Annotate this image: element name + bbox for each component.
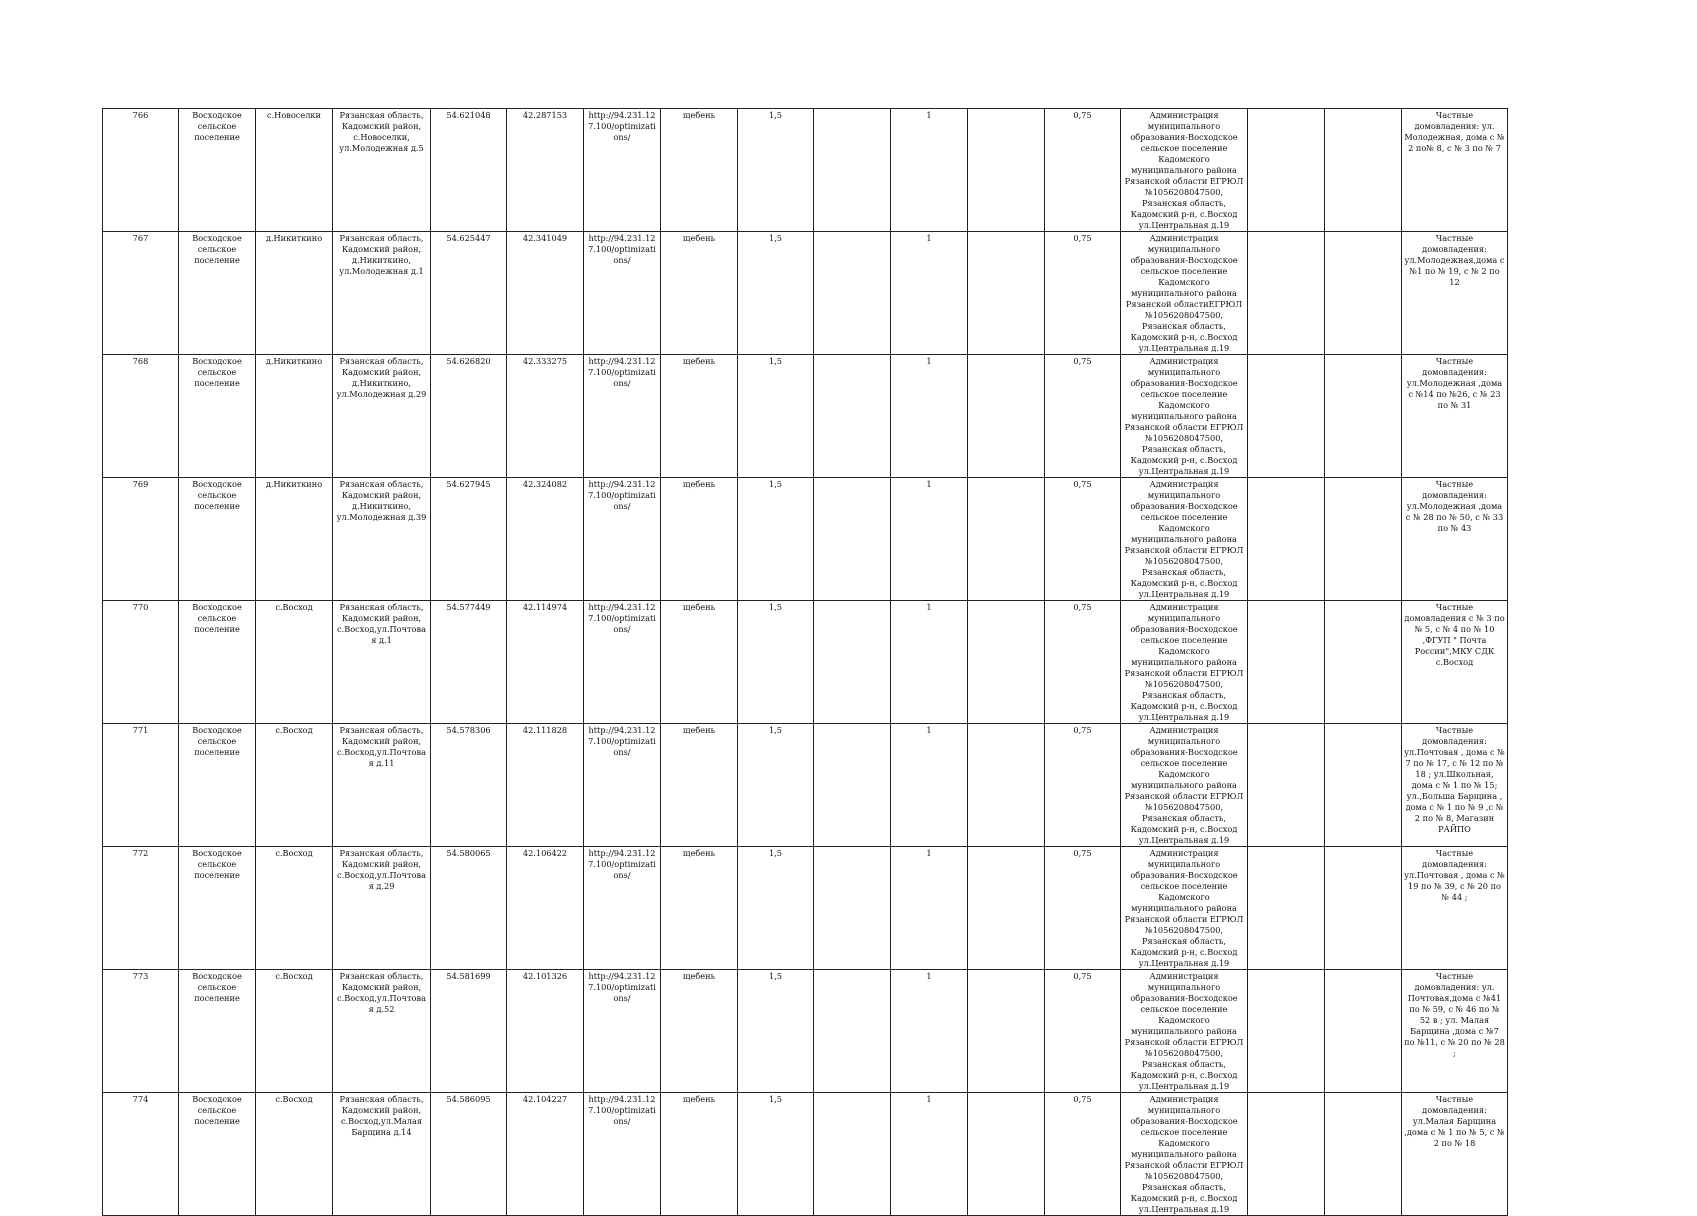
- area-cell: 1,5: [738, 970, 814, 1093]
- address-cell: Рязанская область, Кадомский район, д.Никиткино, ул.Молодежная д.39: [333, 478, 431, 601]
- owner-cell: Администрация муниципального образования-Восходское сельское поселение Кадомского муниципального района Рязанской области ЕГРЮЛ №1056208047500, Рязанская область, Кадомский р-н, с.Восход ул.Центральная д.19: [1121, 970, 1248, 1093]
- address-cell: Рязанская область, Кадомский район, д.Никиткино, ул.Молодежная д.1: [333, 232, 431, 355]
- row-number-cell: 774: [103, 1093, 179, 1216]
- longitude-cell: 42.114974: [507, 601, 584, 724]
- settlement-cell: Восходское сельское поселение: [179, 109, 256, 232]
- locality-cell: д.Никиткино: [256, 478, 333, 601]
- map-link-cell: http://94.231.127.100/optimizations/: [584, 478, 661, 601]
- settlement-cell: Восходское сельское поселение: [179, 601, 256, 724]
- container-volume-cell: 0,75: [1045, 232, 1121, 355]
- map-link-cell: http://94.231.127.100/optimizations/: [584, 724, 661, 847]
- waste-sources-cell: Частные домовладения: ул.Почтовая , дома с № 19 по № 39, с № 20 по № 44 ;: [1402, 847, 1508, 970]
- settlement-cell: Восходское сельское поселение: [179, 478, 256, 601]
- empty-cell: [814, 109, 891, 232]
- owner-cell: Администрация муниципального образования-Восходское сельское поселение Кадомского муниципального района Рязанской области ЕГРЮЛ №1056208047500, Рязанская область, Кадомский р-н, с.Восход ул.Центральная д.19: [1121, 1093, 1248, 1216]
- latitude-cell: 54.578306: [431, 724, 507, 847]
- table-row: [103, 232, 1508, 355]
- table-row: [103, 724, 1508, 847]
- locality-cell: с.Восход: [256, 601, 333, 724]
- empty-cell: [968, 847, 1045, 970]
- container-volume-cell: 0,75: [1045, 601, 1121, 724]
- container-count-cell: 1: [891, 847, 968, 970]
- container-count-cell: 1: [891, 601, 968, 724]
- area-cell: 1,5: [738, 109, 814, 232]
- area-cell: 1,5: [738, 1093, 814, 1216]
- waste-sources-cell: Частные домовладения: ул.Молодежная,дома с №1 по № 19, с № 2 по 12: [1402, 232, 1508, 355]
- latitude-cell: 54.625447: [431, 232, 507, 355]
- settlement-cell: Восходское сельское поселение: [179, 232, 256, 355]
- empty-cell: [968, 724, 1045, 847]
- empty-cell: [1248, 232, 1325, 355]
- surface-type-cell: щебень: [661, 1093, 738, 1216]
- area-cell: 1,5: [738, 601, 814, 724]
- container-volume-cell: 0,75: [1045, 478, 1121, 601]
- table-row: [103, 109, 1508, 232]
- container-volume-cell: 0,75: [1045, 109, 1121, 232]
- waste-sources-cell: Частные домовладения: ул.Почтовая , дома с № 7 по № 17, с № 12 по № 18 ; ул.Школьная, дома с № 1 по № 15; ул.,Больша Барщина , дома с № 1 по № 9 ,с № 2 по № 8, Магазин РАЙПО: [1402, 724, 1508, 847]
- row-number-cell: 773: [103, 970, 179, 1093]
- surface-type-cell: щебень: [661, 478, 738, 601]
- longitude-cell: 42.101326: [507, 970, 584, 1093]
- empty-cell: [1325, 724, 1402, 847]
- row-number-cell: 767: [103, 232, 179, 355]
- empty-cell: [1325, 109, 1402, 232]
- container-count-cell: 1: [891, 232, 968, 355]
- waste-sources-cell: Частные домовладения: ул. Молодежная, дома с № 2 по№ 8, с № 3 по № 7: [1402, 109, 1508, 232]
- locality-cell: д.Никиткино: [256, 355, 333, 478]
- empty-cell: [968, 355, 1045, 478]
- row-number-cell: 769: [103, 478, 179, 601]
- container-sites-table: [102, 108, 1508, 1216]
- settlement-cell: Восходское сельское поселение: [179, 724, 256, 847]
- surface-type-cell: щебень: [661, 109, 738, 232]
- longitude-cell: 42.111828: [507, 724, 584, 847]
- table-row: [103, 847, 1508, 970]
- waste-sources-cell: Частные домовладения с № 3 по № 5, с № 4 по № 10 ,ФГУП " Почта России",МКУ СДК с.Восход: [1402, 601, 1508, 724]
- empty-cell: [968, 601, 1045, 724]
- owner-cell: Администрация муниципального образования-Восходское сельское поселение Кадомского муниципального района Рязанской области ЕГРЮЛ №1056208047500, Рязанская область, Кадомский р-н, с.Восход ул.Центральная д.19: [1121, 355, 1248, 478]
- map-link-cell: http://94.231.127.100/optimizations/: [584, 355, 661, 478]
- owner-cell: Администрация муниципального образования-Восходское сельское поселение Кадомского муниципального района Рязанской области ЕГРЮЛ №1056208047500, Рязанская область, Кадомский р-н, с.Восход ул.Центральная д.19: [1121, 847, 1248, 970]
- address-cell: Рязанская область, Кадомский район, с.Восход,ул.Почтовая д.11: [333, 724, 431, 847]
- locality-cell: с.Восход: [256, 724, 333, 847]
- map-link-cell: http://94.231.127.100/optimizations/: [584, 970, 661, 1093]
- longitude-cell: 42.333275: [507, 355, 584, 478]
- container-volume-cell: 0,75: [1045, 970, 1121, 1093]
- document-page: [102, 108, 1505, 1216]
- empty-cell: [1248, 478, 1325, 601]
- locality-cell: с.Восход: [256, 847, 333, 970]
- container-count-cell: 1: [891, 109, 968, 232]
- owner-cell: Администрация муниципального образования-Восходское сельское поселение Кадомского муниципального района Рязанской области ЕГРЮЛ №1056208047500, Рязанская область, Кадомский р-н, с.Восход ул.Центральная д.19: [1121, 478, 1248, 601]
- row-number-cell: 770: [103, 601, 179, 724]
- latitude-cell: 54.586095: [431, 1093, 507, 1216]
- map-link-cell: http://94.231.127.100/optimizations/: [584, 232, 661, 355]
- waste-sources-cell: Частные домовладения: ул. Почтовая,дома с №41 по № 59, с № 46 по № 52 в ; ул. Малая Барщина ,дома с №7 по №11, с № 20 по № 28 ;: [1402, 970, 1508, 1093]
- empty-cell: [968, 232, 1045, 355]
- row-number-cell: 766: [103, 109, 179, 232]
- address-cell: Рязанская область, Кадомский район, с.Новоселки, ул.Молодежная д.5: [333, 109, 431, 232]
- surface-type-cell: щебень: [661, 601, 738, 724]
- surface-type-cell: щебень: [661, 355, 738, 478]
- surface-type-cell: щебень: [661, 724, 738, 847]
- empty-cell: [814, 601, 891, 724]
- surface-type-cell: щебень: [661, 847, 738, 970]
- empty-cell: [1248, 724, 1325, 847]
- locality-cell: с.Восход: [256, 1093, 333, 1216]
- empty-cell: [1325, 232, 1402, 355]
- latitude-cell: 54.627945: [431, 478, 507, 601]
- container-count-cell: 1: [891, 724, 968, 847]
- empty-cell: [814, 355, 891, 478]
- table-row: [103, 601, 1508, 724]
- empty-cell: [814, 232, 891, 355]
- owner-cell: Администрация муниципального образования-Восходское сельское поселение Кадомского муниципального района Рязанской области ЕГРЮЛ №1056208047500, Рязанская область, Кадомский р-н, с.Восход ул.Центральная д.19: [1121, 601, 1248, 724]
- waste-sources-cell: Частные домовладения: ул.Молодежная ,дома с №14 по №26, с № 23 по № 31: [1402, 355, 1508, 478]
- latitude-cell: 54.577449: [431, 601, 507, 724]
- owner-cell: Администрация муниципального образования-Восходское сельское поселение Кадомского муниципального района Рязанской областиЕГРЮЛ №1056208047500, Рязанская область, Кадомский р-н, с.Восход ул.Центральная д.19: [1121, 232, 1248, 355]
- address-cell: Рязанская область, Кадомский район, с.Восход,ул.Малая Барщина д.14: [333, 1093, 431, 1216]
- settlement-cell: Восходское сельское поселение: [179, 970, 256, 1093]
- container-count-cell: 1: [891, 478, 968, 601]
- empty-cell: [814, 478, 891, 601]
- row-number-cell: 771: [103, 724, 179, 847]
- waste-sources-cell: Частные домовладения: ул.Малая Барщина ,дома с № 1 по № 5, с № 2 по № 18: [1402, 1093, 1508, 1216]
- empty-cell: [814, 970, 891, 1093]
- map-link-cell: http://94.231.127.100/optimizations/: [584, 847, 661, 970]
- latitude-cell: 54.580065: [431, 847, 507, 970]
- settlement-cell: Восходское сельское поселение: [179, 1093, 256, 1216]
- container-count-cell: 1: [891, 970, 968, 1093]
- empty-cell: [1248, 355, 1325, 478]
- map-link-cell: http://94.231.127.100/optimizations/: [584, 1093, 661, 1216]
- area-cell: 1,5: [738, 232, 814, 355]
- latitude-cell: 54.621048: [431, 109, 507, 232]
- table-row: [103, 1093, 1508, 1216]
- row-number-cell: 768: [103, 355, 179, 478]
- waste-sources-cell: Частные домовладения: ул.Молодежная ,дома с № 28 по № 50, с № 33 по № 43: [1402, 478, 1508, 601]
- area-cell: 1,5: [738, 847, 814, 970]
- table-body: [103, 109, 1508, 1216]
- empty-cell: [1325, 478, 1402, 601]
- container-count-cell: 1: [891, 355, 968, 478]
- latitude-cell: 54.581699: [431, 970, 507, 1093]
- area-cell: 1,5: [738, 724, 814, 847]
- longitude-cell: 42.341049: [507, 232, 584, 355]
- table-row: [103, 355, 1508, 478]
- empty-cell: [1248, 1093, 1325, 1216]
- empty-cell: [1248, 847, 1325, 970]
- container-volume-cell: 0,75: [1045, 355, 1121, 478]
- empty-cell: [814, 847, 891, 970]
- empty-cell: [1325, 601, 1402, 724]
- address-cell: Рязанская область, Кадомский район, с.Восход,ул.Почтовая д.29: [333, 847, 431, 970]
- area-cell: 1,5: [738, 478, 814, 601]
- empty-cell: [1248, 970, 1325, 1093]
- empty-cell: [968, 478, 1045, 601]
- map-link-cell: http://94.231.127.100/optimizations/: [584, 601, 661, 724]
- surface-type-cell: щебень: [661, 232, 738, 355]
- empty-cell: [1325, 1093, 1402, 1216]
- locality-cell: д.Никиткино: [256, 232, 333, 355]
- empty-cell: [1325, 970, 1402, 1093]
- empty-cell: [1248, 601, 1325, 724]
- settlement-cell: Восходское сельское поселение: [179, 355, 256, 478]
- latitude-cell: 54.626820: [431, 355, 507, 478]
- map-link-cell: http://94.231.127.100/optimizations/: [584, 109, 661, 232]
- empty-cell: [968, 109, 1045, 232]
- table-row: [103, 970, 1508, 1093]
- address-cell: Рязанская область, Кадомский район, д.Никиткино, ул.Молодежная д.29: [333, 355, 431, 478]
- address-cell: Рязанская область, Кадомский район, с.Восход,ул.Почтовая д.1: [333, 601, 431, 724]
- empty-cell: [1325, 847, 1402, 970]
- address-cell: Рязанская область, Кадомский район, с.Восход,ул.Почтовая д.52: [333, 970, 431, 1093]
- longitude-cell: 42.104227: [507, 1093, 584, 1216]
- empty-cell: [1248, 109, 1325, 232]
- table-row: [103, 478, 1508, 601]
- locality-cell: с.Восход: [256, 970, 333, 1093]
- row-number-cell: 772: [103, 847, 179, 970]
- container-volume-cell: 0,75: [1045, 724, 1121, 847]
- longitude-cell: 42.324082: [507, 478, 584, 601]
- owner-cell: Администрация муниципального образования-Восходское сельское поселение Кадомского муниципального района Рязанской области ЕГРЮЛ №1056208047500, Рязанская область, Кадомский р-н, с.Восход ул.Центральная д.19: [1121, 109, 1248, 232]
- empty-cell: [968, 1093, 1045, 1216]
- empty-cell: [1325, 355, 1402, 478]
- surface-type-cell: щебень: [661, 970, 738, 1093]
- empty-cell: [814, 724, 891, 847]
- longitude-cell: 42.106422: [507, 847, 584, 970]
- empty-cell: [968, 970, 1045, 1093]
- area-cell: 1,5: [738, 355, 814, 478]
- container-volume-cell: 0,75: [1045, 1093, 1121, 1216]
- container-volume-cell: 0,75: [1045, 847, 1121, 970]
- owner-cell: Администрация муниципального образования-Восходское сельское поселение Кадомского муниципального района Рязанской области ЕГРЮЛ №1056208047500, Рязанская область, Кадомский р-н, с.Восход ул.Центральная д.19: [1121, 724, 1248, 847]
- locality-cell: с.Новоселки: [256, 109, 333, 232]
- empty-cell: [814, 1093, 891, 1216]
- container-count-cell: 1: [891, 1093, 968, 1216]
- longitude-cell: 42.287153: [507, 109, 584, 232]
- settlement-cell: Восходское сельское поселение: [179, 847, 256, 970]
